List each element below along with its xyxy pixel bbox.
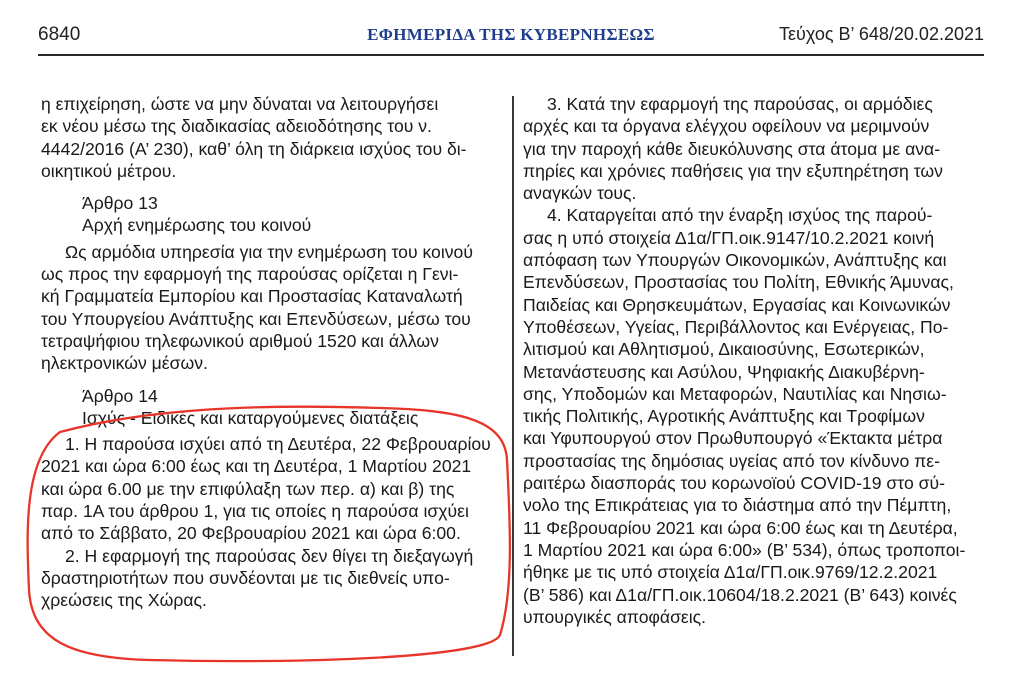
article-14-par1-line: από το Σάββατο, 20 Φεβρουαρίου 2021 και ώρα 6:00. (41, 523, 461, 544)
par4-line: 11 Φεβρουαρίου 2021 και ώρα 6:00 έως και τη Δευτέρα, (523, 517, 958, 538)
article-13-line: κή Γραμματεία Εμπορίου και Προστασίας Καταναλωτή (41, 286, 463, 307)
par4-line: σης, Υποδομών και Μεταφορών, Ναυτιλίας και Νησιω- (523, 383, 947, 404)
article-14-par2-line: χρεώσεις της Χώρας. (41, 590, 207, 611)
continuation-line: οικητικού μέτρου. (41, 160, 177, 181)
par3-line: 3. Κατά την εφαρμογή της παρούσας, οι αρμόδιες (547, 94, 933, 114)
article-14-par1-line: 1. Η παρούσα ισχύει από τη Δευτέρα, 22 Φεβρουαρίου (65, 434, 491, 455)
par4-line: 1 Μαρτίου 2021 και ώρα 6:00» (Β’ 534), όπως τροποποι- (523, 539, 966, 560)
page-number: 6840 (38, 24, 81, 45)
issue-number: Τεύχος Β’ 648/20.02.2021 (779, 24, 984, 44)
par4-line: λιτισμού και Αθλητισμού, Δικαιοσύνης, Εσωτερικών, (523, 339, 925, 360)
par4-line: προστασίας της δημόσιας υγείας από τον κίνδυνο πε- (523, 450, 940, 471)
par4-line: Μετανάστευσης και Ασύλου, Ψηφιακής Διακυβέρνη- (523, 361, 925, 382)
par4-line: νολο της Επικράτειας για το διάστημα από την Πέμπτη, (523, 495, 952, 516)
par4-line: απόφαση των Υπουργών Οικονομικών, Ανάπτυξης και (523, 250, 947, 271)
article-14-par2-line: δραστηριοτήτων που συνδέονται με τις διεθνείς υπο- (41, 567, 450, 588)
par4-line: τικής Πολιτικής, Αγροτικής Ανάπτυξης και Τροφίμων (523, 406, 925, 427)
par4-line: Επενδύσεων, Προστασίας του Πολίτη, Εθνικής Άμυνας, (523, 272, 954, 293)
article-13-line: Ως αρμόδια υπηρεσία για την ενημέρωση του κοινού (65, 241, 473, 262)
article-13-line: του Υπουργείου Ανάπτυξης και Επενδύσεων, μέσω του (41, 308, 471, 329)
continuation-line: η επιχείρηση, ώστε να μην δύναται να λειτουργήσει (41, 94, 439, 114)
article-13-title: Αρχή ενημέρωσης του κοινού (82, 215, 312, 236)
article-14-par2-line: 2. Η εφαρμογή της παρούσας δεν θίγει τη διεξαγωγή (65, 545, 474, 566)
article-13-heading: Άρθρο 13 (82, 193, 158, 214)
article-14-par1-line: και ώρα 6.00 με την επιφύλαξη των περ. α) και β) της (41, 478, 455, 499)
par4-line: ήθηκε με τις υπό στοιχεία Δ1α/ΓΠ.οικ.9769/12.2.2021 (523, 562, 938, 583)
par4-line: ραιτέρω διασποράς του κορωνοϊού COVID-19 στο σύ- (523, 473, 945, 494)
continuation-line: εκ νέου μέσω της διαδικασίας αδειοδότησης του ν. (41, 116, 432, 137)
article-14-par1-line: 2021 και ώρα 6:00 έως και τη Δευτέρα, 1 Μαρτίου 2021 (41, 456, 472, 477)
annotation-circle-stroke (28, 407, 510, 662)
article-13-line: ως προς την εφαρμογή της παρούσας ορίζεται η Γενι- (41, 264, 459, 285)
par4-line: Παιδείας και Θρησκευμάτων, Εργασίας και Κοινωνικών (523, 294, 951, 315)
par3-line: για την παροχή κάθε διευκόλυνσης στα άτομα με ανα- (523, 138, 941, 159)
par4-line: Υποθέσεων, Υγείας, Περιβάλλοντος και Ενέργειας, Πο- (523, 316, 949, 337)
gazette-title: ΕΦΗΜΕΡΙΔΑ ΤΗΣ ΚΥΒΕΡΝΗΣΕΩΣ (367, 25, 655, 44)
par3-line: αρχές και τα όργανα ελέγχου οφείλουν να μεριμνούν (523, 116, 930, 137)
article-13-line: τετραψήφιου τηλεφωνικού αριθμού 1520 και άλλων (41, 330, 439, 351)
article-14-par1-line: παρ. 1Α του άρθρου 1, για τις οποίες η παρούσα ισχύει (41, 501, 469, 522)
par4-line: σας η υπό στοιχεία Δ1α/ΓΠ.οικ.9147/10.2.2021 κοινή (523, 227, 935, 248)
par3-line: πηρίες και χρόνιες παθήσεις για την εξυπηρέτηση των (523, 160, 943, 181)
par4-line: υπουργικές αποφάσεις. (523, 606, 707, 627)
par4-line: 4. Καταργείται από την έναρξη ισχύος της παρού- (547, 205, 933, 226)
par4-line: και Υφυπουργού στον Πρωθυπουργό «Έκτακτα μέτρα (523, 428, 943, 449)
continuation-line: 4442/2016 (Α’ 230), καθ’ όλη τη διάρκεια ισχύος του δι- (41, 138, 467, 159)
article-14-title: Ισχύς - Ειδικές και καταργούμενες διατάξεις (82, 407, 419, 428)
article-13-line: ηλεκτρονικών μέσων. (41, 353, 208, 374)
par3-line: αναγκών τους. (523, 183, 637, 204)
par4-line: (Β’ 586) και Δ1α/ΓΠ.οικ.10604/18.2.2021 (Β’ 643) κοινές (523, 584, 957, 605)
article-14-heading: Άρθρο 14 (82, 385, 158, 406)
